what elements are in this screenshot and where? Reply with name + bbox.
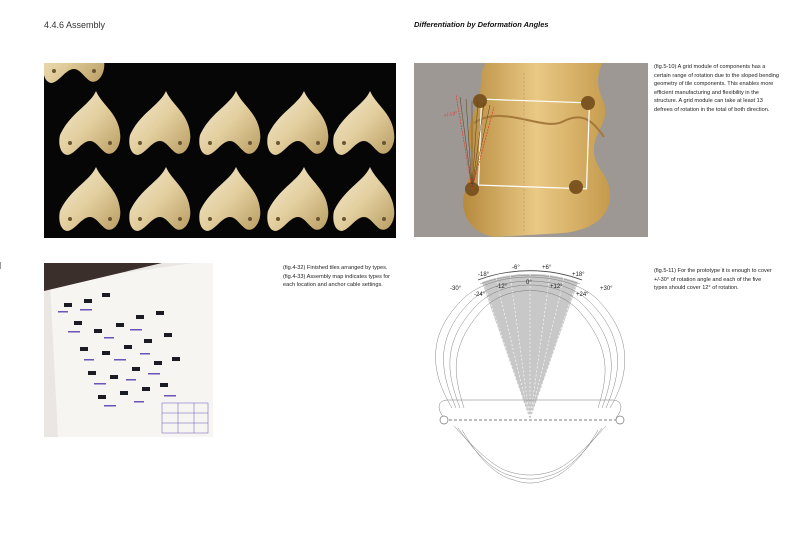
angle-label-plus-30: +30°	[600, 286, 613, 292]
assembly-map-photo	[44, 263, 213, 437]
finished-tiles-photo	[44, 63, 396, 238]
angle-label-minus-6: -6°	[512, 265, 520, 271]
angle-label-minus-12: -12°	[496, 284, 508, 290]
angle-label-0: 0°	[526, 280, 532, 286]
angle-label-plus-18: +18°	[572, 272, 585, 278]
margin-mark	[0, 262, 1, 269]
grid-module-photo	[414, 63, 648, 237]
page-subtitle: Differentiation by Deformation Angles	[414, 20, 549, 29]
caption-fig-5-10: (fig.5-10) A grid module of components has a certain range of rotation due to the sloped bending geometry of tile components. This enables more efficient manufacturing and flexibility in the structure. A grid module can take at least 13 defrees of rotation in the total of both direction.	[654, 64, 780, 113]
rotation-diagram	[424, 258, 644, 488]
angle-label-plus-6: +6°	[542, 265, 552, 271]
angle-label-minus-18: -18°	[478, 272, 490, 278]
caption-fig-5-11: (fig.5-11) For the prototype it is enough to cover +/-30° of rotation angle and each of the five types should cover 12° of rotation.	[654, 268, 772, 292]
angle-label-minus-30: -30°	[450, 286, 462, 292]
angle-label-plus-24: +24°	[576, 292, 589, 298]
caption-fig-4-32: (fig.4-32) Finished tiles arranged by types. (fig.4-33) Assembly map indicates types for each location and anchor cable settings.	[283, 265, 390, 289]
angle-label-plus-12: +12°	[550, 284, 563, 290]
section-title: 4.4.6 Assembly	[44, 20, 106, 30]
rotation-label: +/-13°	[443, 110, 458, 119]
angle-label-minus-24: -24°	[474, 292, 486, 298]
